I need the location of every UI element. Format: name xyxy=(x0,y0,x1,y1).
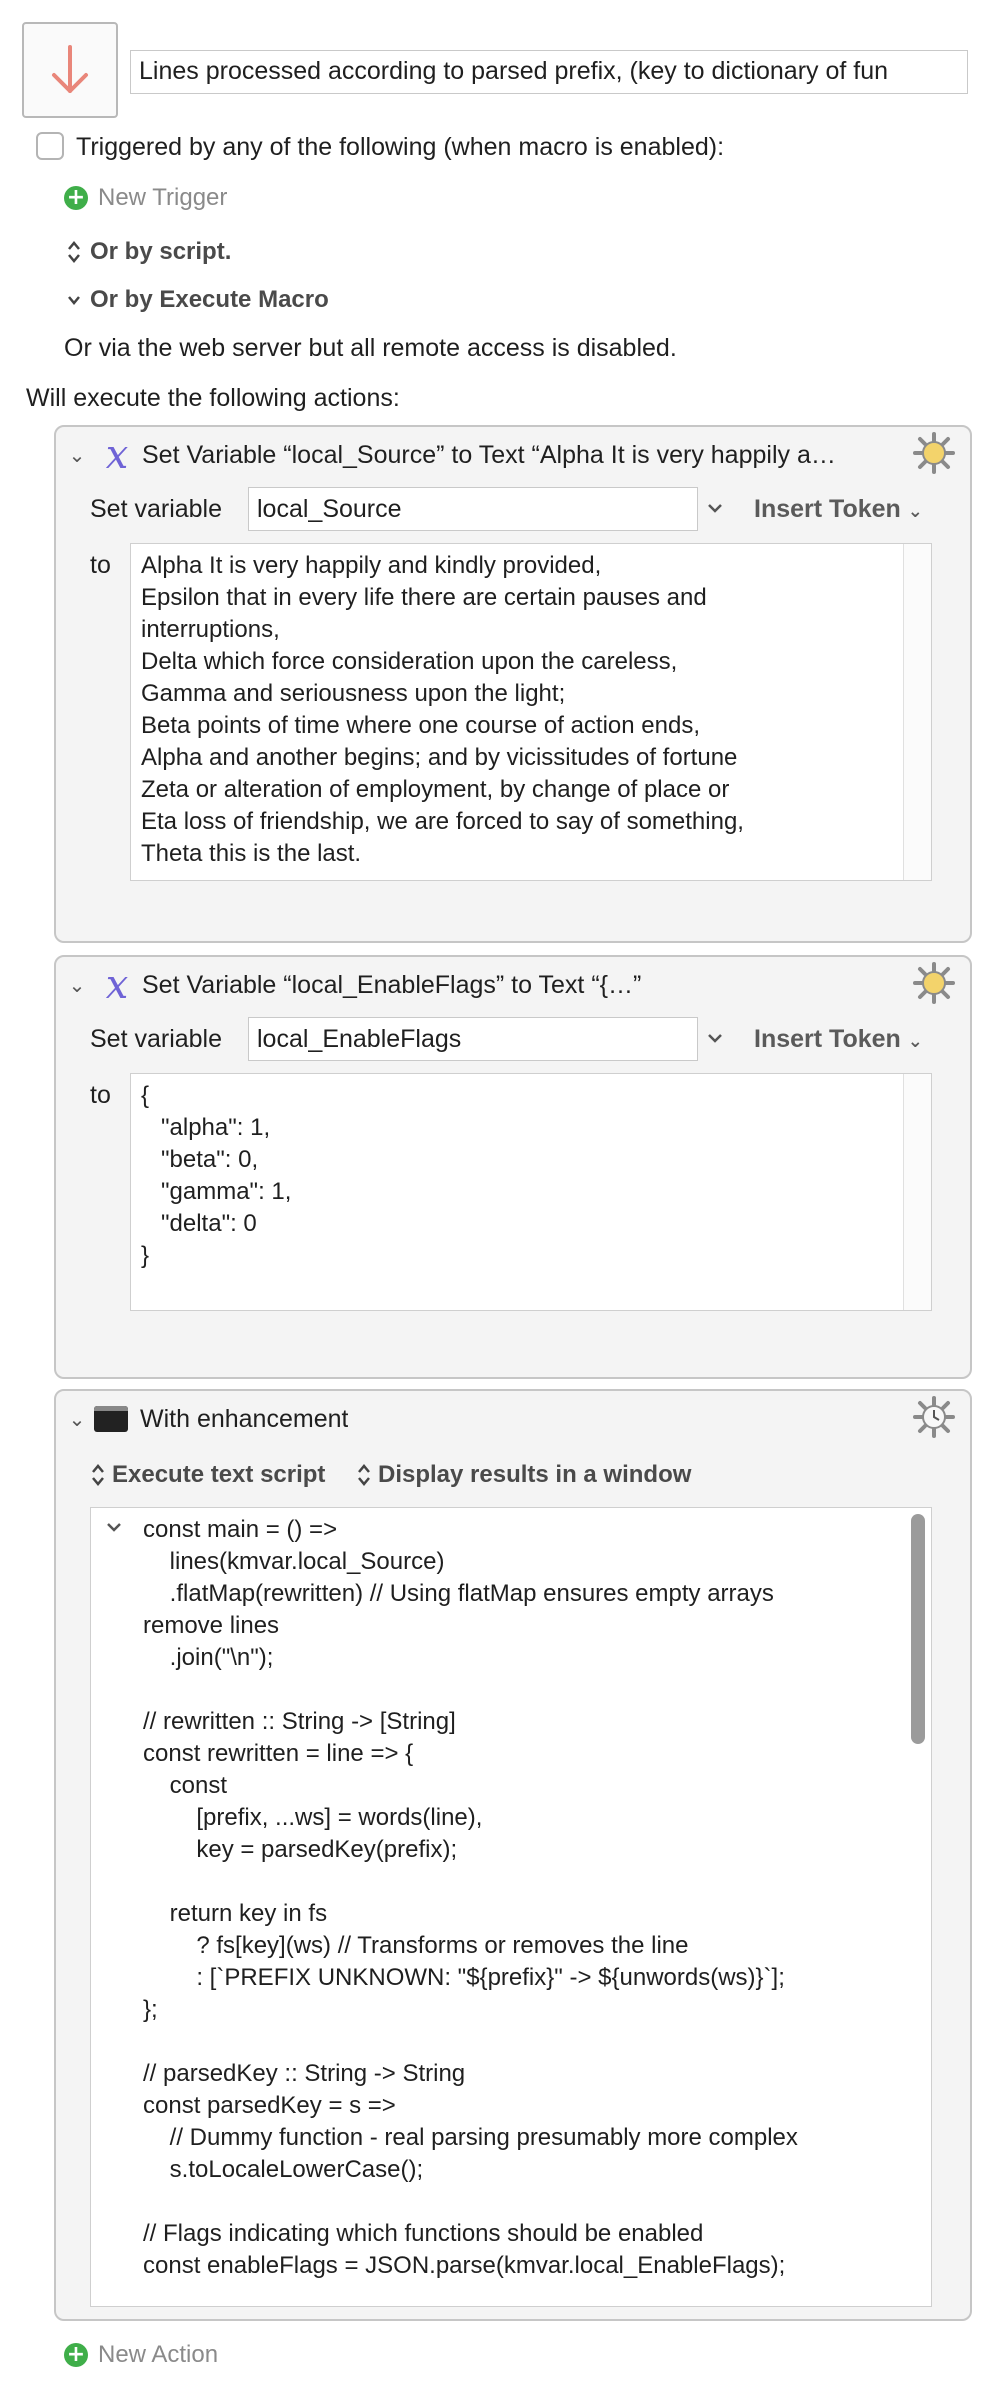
execute-mode-label: Execute text script xyxy=(112,1461,326,1488)
variable-name-field[interactable]: local_EnableFlags xyxy=(248,1017,698,1061)
code-line: const parsedKey = s => xyxy=(143,2092,396,2119)
clock-gear-icon[interactable] xyxy=(912,1395,956,1439)
web-server-note: Or via the web server but all remote access is disabled. xyxy=(64,334,677,362)
up-down-chevron-icon xyxy=(90,1462,106,1488)
variable-x-icon: 𝑥 xyxy=(105,962,129,1008)
code-line xyxy=(143,1674,895,1706)
scrollbar[interactable] xyxy=(903,1074,931,1310)
code-line xyxy=(143,2186,895,2218)
up-down-chevron-icon xyxy=(356,1462,372,1488)
code-line: return key in fs xyxy=(143,1900,328,1927)
code-line: ? fs[key](ws) // Transforms or removes the line xyxy=(143,1932,689,1959)
code-line: // Dummy function - real parsing presumably more complex xyxy=(143,2124,798,2151)
new-trigger-button[interactable] xyxy=(64,184,227,212)
insert-token-label: Insert Token xyxy=(754,1025,901,1053)
text-line: Zeta or alteration of employment, by change of place or xyxy=(141,776,730,803)
text-value-area[interactable] xyxy=(130,1073,932,1311)
variable-name-field[interactable]: local_Source xyxy=(248,487,698,531)
new-action-button[interactable] xyxy=(64,2341,218,2369)
code-line: // rewritten :: String -> [String] xyxy=(143,1708,456,1735)
chevron-down-icon[interactable] xyxy=(706,1031,724,1045)
chevron-down-icon[interactable]: ⌄ xyxy=(68,974,86,997)
text-line: "beta": 0, xyxy=(141,1146,259,1173)
action-title: With enhancement xyxy=(140,1404,349,1433)
trigger-checkbox-label: Triggered by any of the following (when macro is enabled): xyxy=(76,133,725,161)
action-set-variable-enableflags[interactable] xyxy=(54,955,972,1379)
code-line: s.toLocaleLowerCase(); xyxy=(143,2156,424,2183)
code-line xyxy=(143,2026,895,2058)
code-line: : [`PREFIX UNKNOWN: "${prefix}" -> ${unwords(ws)}`]; xyxy=(143,1964,785,1991)
display-results-select[interactable] xyxy=(356,1461,691,1489)
execute-mode-select[interactable] xyxy=(90,1461,325,1489)
code-line: lines(kmvar.local_Source) xyxy=(143,1548,445,1575)
chevron-down-icon[interactable]: ⌄ xyxy=(68,1408,86,1431)
set-variable-label: Set variable xyxy=(90,495,223,523)
text-line: Alpha It is very happily and kindly provided, xyxy=(141,552,602,579)
fold-chevron-icon[interactable] xyxy=(105,1520,123,1534)
trigger-checkbox[interactable] xyxy=(36,132,64,160)
code-line: // Flags indicating which functions should be enabled xyxy=(143,2220,704,2247)
text-line: Theta this is the last. xyxy=(141,840,362,867)
chevron-down-icon[interactable] xyxy=(706,501,724,515)
text-line: Eta loss of friendship, we are forced to say of something, xyxy=(141,808,744,835)
macro-icon[interactable] xyxy=(22,22,118,118)
insert-token-label: Insert Token xyxy=(754,495,901,523)
code-line: .flatMap(rewritten) // Using flatMap ensures empty arrays xyxy=(143,1580,774,1607)
down-arrow-icon xyxy=(48,43,92,97)
variable-x-icon: 𝑥 xyxy=(105,432,129,478)
code-line: // parsedKey :: String -> String xyxy=(143,2060,466,2087)
or-by-execute-macro-toggle[interactable] xyxy=(66,286,329,314)
text-line: Gamma and seriousness upon the light; xyxy=(141,680,566,707)
set-variable-label: Set variable xyxy=(90,1025,223,1053)
new-action-label: New Action xyxy=(98,2341,219,2368)
code-line: const enableFlags = JSON.parse(kmvar.local_EnableFlags); xyxy=(143,2252,786,2279)
code-line: const xyxy=(143,1772,228,1799)
code-line: const rewritten = line => { xyxy=(143,1740,414,1767)
or-by-execute-macro-label: Or by Execute Macro xyxy=(90,286,329,313)
insert-token-button[interactable] xyxy=(754,1025,923,1054)
code-line: }; xyxy=(143,1996,158,2023)
action-execute-javascript[interactable] xyxy=(54,1389,972,2321)
display-results-label: Display results in a window xyxy=(378,1461,692,1488)
text-line: Epsilon that in every life there are certain pauses and xyxy=(141,584,707,611)
or-by-script-toggle[interactable] xyxy=(66,238,231,266)
code-line: .join("\n"); xyxy=(143,1644,274,1671)
plus-circle-icon: + xyxy=(64,186,88,210)
text-line: Beta points of time where one course of action ends, xyxy=(141,712,700,739)
text-line: "gamma": 1, xyxy=(141,1178,292,1205)
action-title: Set Variable “local_Source” to Text “Alpha It is very happily a… xyxy=(142,440,836,469)
text-value-area[interactable] xyxy=(130,543,932,881)
text-line: interruptions, xyxy=(141,616,280,643)
chevron-down-icon[interactable]: ⌄ xyxy=(68,444,86,467)
scrollbar[interactable] xyxy=(903,544,931,880)
code-line: const main = () => xyxy=(143,1516,338,1543)
script-code xyxy=(143,1514,895,2282)
text-line: "delta": 0 xyxy=(141,1210,257,1237)
code-line xyxy=(143,1866,895,1898)
action-set-variable-source[interactable] xyxy=(54,425,972,943)
text-line: { xyxy=(141,1082,150,1109)
action-title: Set Variable “local_EnableFlags” to Text “{…” xyxy=(142,970,642,999)
chevron-down-icon: ⌄ xyxy=(907,1031,923,1051)
code-line: remove lines xyxy=(143,1612,280,1639)
gear-icon[interactable] xyxy=(912,431,956,475)
code-line: [prefix, ...ws] = words(line), xyxy=(143,1804,483,1831)
insert-token-button[interactable] xyxy=(754,495,923,524)
or-by-script-label: Or by script. xyxy=(90,238,232,265)
gear-icon[interactable] xyxy=(912,961,956,1005)
text-line: Alpha and another begins; and by vicissitudes of fortune xyxy=(141,744,738,771)
to-label: to xyxy=(90,551,111,579)
plus-circle-icon: + xyxy=(64,2343,88,2367)
chevron-down-icon: ⌄ xyxy=(907,501,923,521)
code-line: key = parsedKey(prefix); xyxy=(143,1836,458,1863)
actions-header: Will execute the following actions: xyxy=(26,384,400,412)
new-trigger-label: New Trigger xyxy=(98,184,228,211)
chevron-down-icon xyxy=(66,292,82,308)
scrollbar-thumb[interactable] xyxy=(911,1514,925,1744)
terminal-icon xyxy=(94,1406,128,1432)
up-down-chevron-icon xyxy=(66,239,82,265)
text-line: } xyxy=(141,1242,150,1269)
script-editor[interactable] xyxy=(90,1507,932,2307)
to-label: to xyxy=(90,1081,111,1109)
text-line: Delta which force consideration upon the careless, xyxy=(141,648,678,675)
text-line: "alpha": 1, xyxy=(141,1114,271,1141)
macro-name-field[interactable]: Lines processed according to parsed prefix, (key to dictionary of fun xyxy=(130,50,968,94)
